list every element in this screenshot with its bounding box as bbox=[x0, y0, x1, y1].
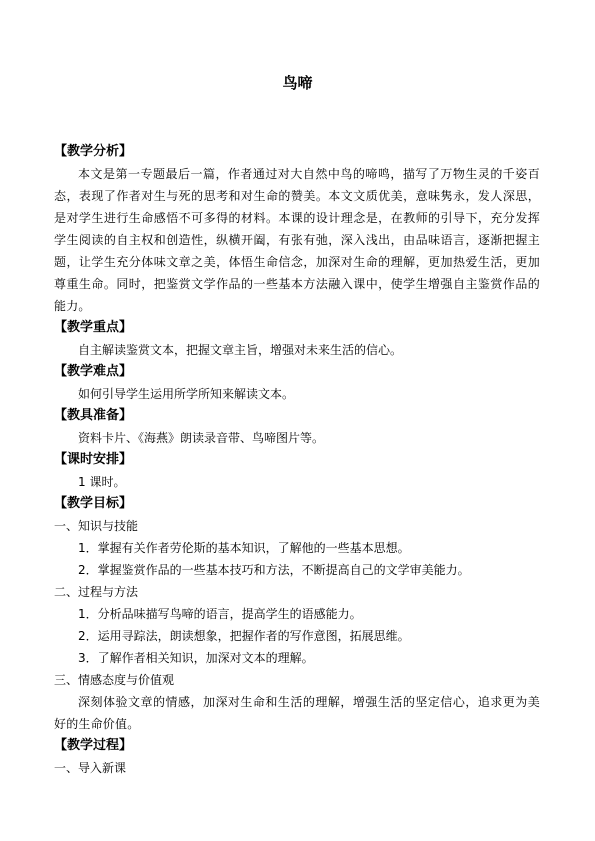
page-title: 鸟啼 bbox=[282, 74, 313, 92]
schedule-text: 1 课时。 bbox=[78, 475, 126, 489]
analysis-paragraph: 本文是第一专题最后一篇，作者通过对大自然中鸟的啼鸣，描写了万物生灵的千姿百态，表现了作者对生与死的思考和对生命的赞美。本文文质优美，意味隽永，发人深思，是对学生进行生命感悟不可多得的材料。本课的设计理念是，在教师的引导下，充分发挥学生阅读的自主权和创造性，纵横开阖，有张有弛，深入浅出，由品味语言，逐渐把握主题，让学生充分体味文章之美，体悟生命信念，加深对生命的理解，更加热爱生活，更加尊重生命。同时，把鉴赏文学作品的一些基本方法融入课中，使学生增强自主鉴赏作品的能力。 bbox=[54, 167, 540, 313]
difficulties-text: 如何引导学生运用所学所知来解读文本。 bbox=[78, 387, 295, 401]
section-heading-process: 【教学过程】 bbox=[54, 738, 133, 753]
document-body bbox=[54, 141, 540, 779]
objective-item: 3．了解作者相关知识，加深对文本的理解。 bbox=[78, 651, 314, 665]
objective-item: 2．掌握鉴赏作品的一些基本技巧和方法，不断提高自己的文学审美能力。 bbox=[78, 563, 470, 577]
key-points-text: 自主解读鉴赏文本，把握文章主旨，增强对未来生活的信心。 bbox=[78, 343, 403, 357]
section-heading-schedule: 【课时安排】 bbox=[54, 452, 133, 467]
materials-text: 资料卡片、《海燕》朗读录音带、鸟啼图片等。 bbox=[78, 431, 325, 445]
section-heading-materials: 【教具准备】 bbox=[54, 408, 133, 423]
objective-part-process: 二、过程与方法 bbox=[54, 585, 139, 599]
objective-item: 2．运用寻踪法，朗读想象，把握作者的写作意图，拓展思维。 bbox=[78, 629, 410, 643]
objective-part-attitude: 三、情感态度与价值观 bbox=[54, 673, 175, 687]
process-part-intro: 一、导入新课 bbox=[54, 761, 127, 775]
attitude-paragraph: 深刻体验文章的情感，加深对生命和生活的理解，增强生活的坚定信心，追求更为美好的生命价值。 bbox=[54, 695, 540, 731]
section-heading-objectives: 【教学目标】 bbox=[54, 496, 133, 511]
section-heading-key-points: 【教学重点】 bbox=[54, 320, 133, 335]
objective-part-knowledge: 一、知识与技能 bbox=[54, 519, 139, 533]
objective-item: 1．分析品味描写鸟啼的语言，提高学生的语感能力。 bbox=[78, 607, 362, 621]
section-heading-difficulties: 【教学难点】 bbox=[54, 364, 133, 379]
objective-item: 1．掌握有关作者劳伦斯的基本知识，了解他的一些基本思想。 bbox=[78, 541, 410, 555]
section-heading-analysis: 【教学分析】 bbox=[54, 144, 133, 159]
